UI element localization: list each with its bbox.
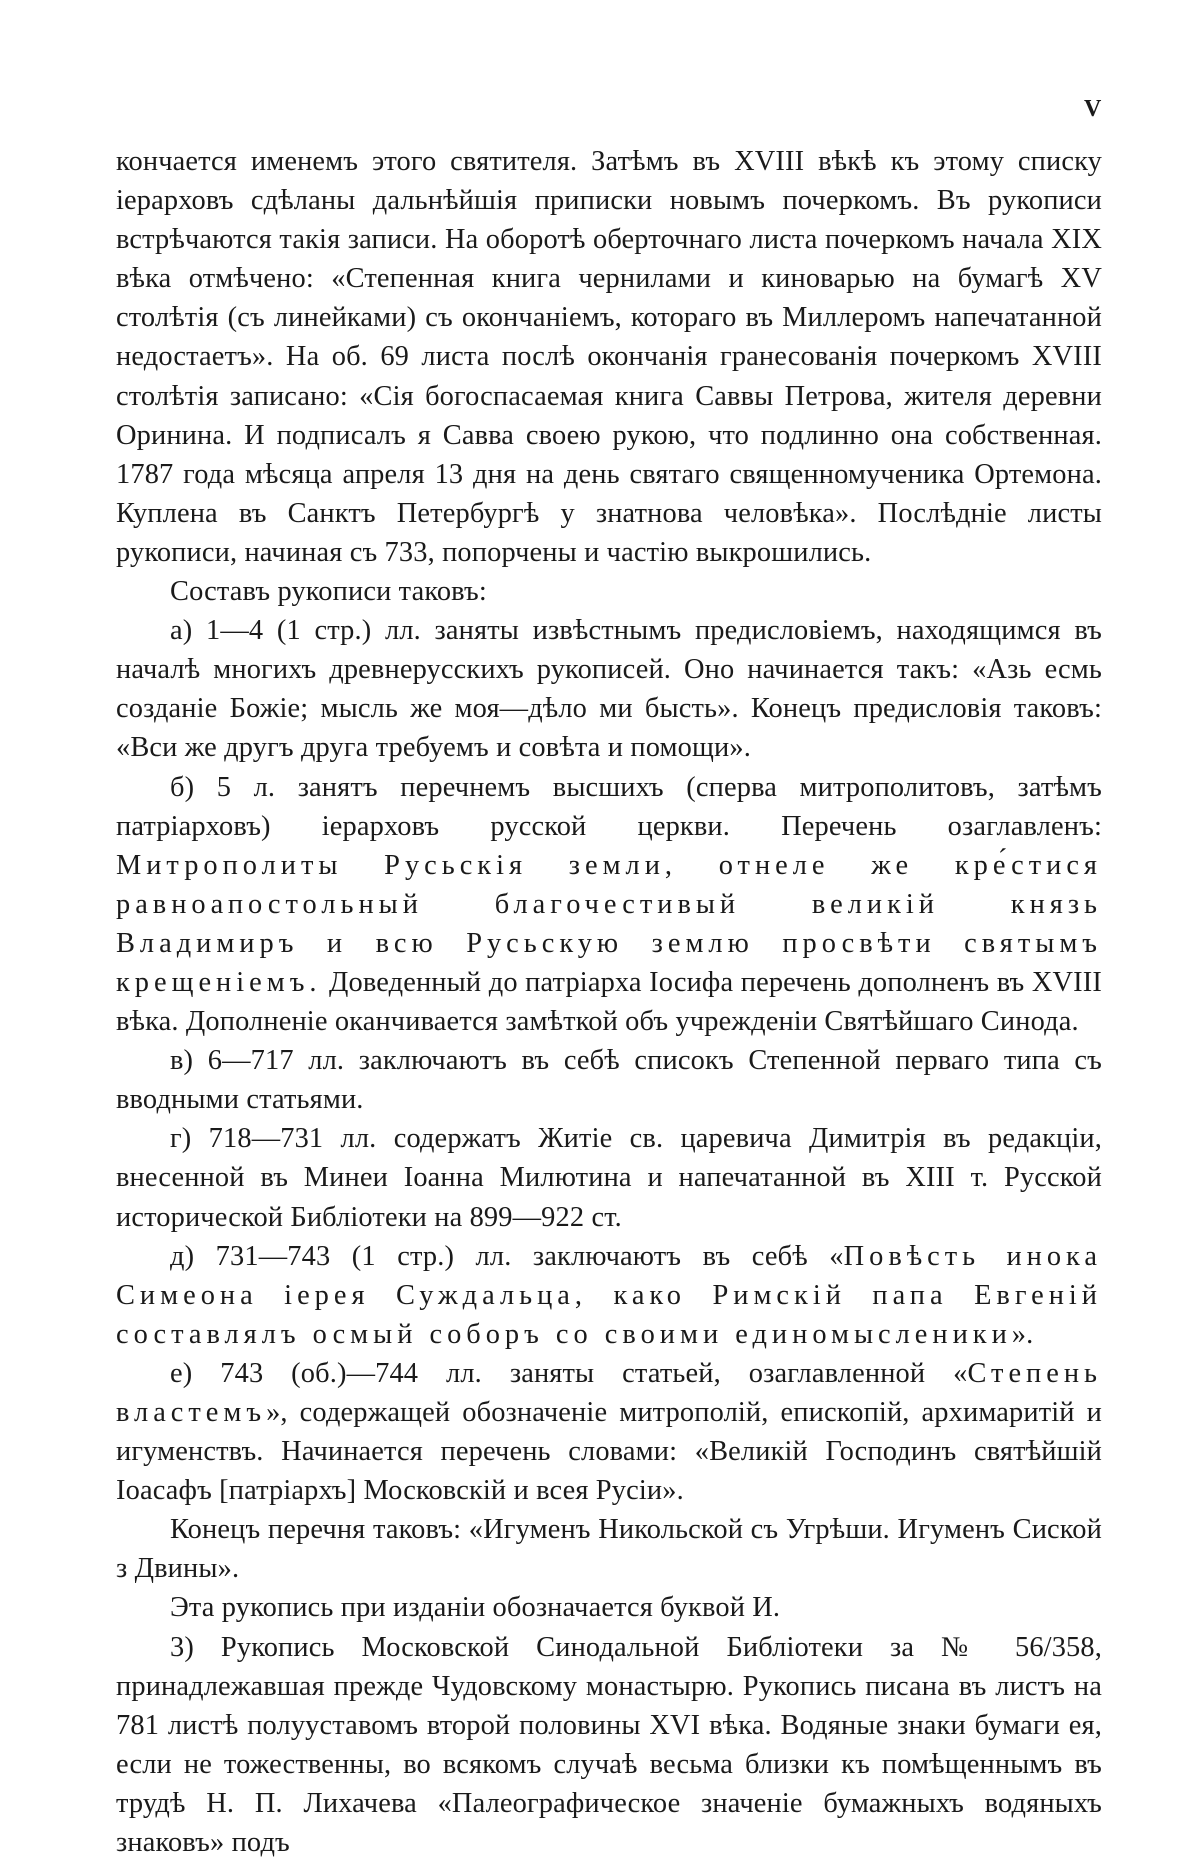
- paragraph-item-b-part-1: б) 5 л. занятъ перечнемъ высшихъ (сперва митрополитовъ, затѣмъ патріарховъ) іерарховъ русской церкви. Перечень озаглавленъ:: [116, 771, 1102, 842]
- paragraph-item-e-part-1: е) 743 (об.)—744 лл. заняты статьей, озаглавленной «: [170, 1357, 968, 1389]
- paragraph-composition-intro: Составъ рукописи таковъ:: [170, 576, 487, 608]
- paragraph-item-e-part-3: », содержащей обозначеніе митрополій, епископій, архимаритій и игуменствъ. Начинается перечень словами: «Великій Господинъ святѣйшій Іоасафъ [патріархъ] Московскій и всея Русіи».: [116, 1397, 1102, 1507]
- paragraph-manuscript-notes: кончается именемъ этого святителя. Затѣмъ въ XVIII вѣкѣ къ этому списку іерарховъ сдѣланы дальнѣйшія приписки новымъ почеркомъ. Въ рукописи встрѣчаются такія записи. На оборотѣ оберточнаго листа почеркомъ начала XIX вѣка отмѣчено: «Степенная книга чернилами и киноварью на бумагѣ XV столѣтія (съ линейками) съ окончаніемъ, котораго въ Миллеромъ напечатанной недостаетъ». На об. 69 листа послѣ окончанія гранесованія почеркомъ XVIII столѣтія записано: «Сія богоспасаемая книга Саввы Петрова, жителя деревни Оринина. И подписалъ я Савва своею рукою, что подлинно она собственная. 1787 года мѣсяца апреля 13 дня на день святаго священномученика Ортемона. Куплена въ Санктъ Петербургѣ у знатнова человѣка». Послѣдніе листы рукописи, начиная съ 733, попорчены и частію выкрошились.: [116, 146, 1102, 568]
- paragraph-item-b-title: Митрополиты Русьскія земли, отнеле же кре́стися равноапостольный благочестивый великій князь Владимиръ и всю Русьскую землю просвѣти святымъ крещеніемъ.: [116, 849, 1102, 998]
- paragraph-item-d-part-1: д) 731—743 (1 стр.) лл. заключаютъ въ себѣ «: [170, 1240, 844, 1272]
- paragraph-list-end: Конецъ перечня таковъ: «Игуменъ Никольской съ Угрѣши. Игуменъ Сиской з Двины».: [116, 1514, 1102, 1585]
- paragraph-item-d-part-3: ».: [1011, 1318, 1034, 1350]
- paragraph-item-b: [116, 768, 1102, 1042]
- body-text: [116, 142, 1102, 1862]
- paragraph-item-d-title: Повѣсть инока Симеона іерея Суждальца, како Римскій папа Евгеній составлялъ осмый соборъ со своими единомысленики: [116, 1240, 1102, 1350]
- page-number: V: [1084, 96, 1102, 122]
- paragraph-item-e-title: Степень властемъ: [116, 1357, 1102, 1428]
- paragraph-item-g: г) 718—731 лл. содержатъ Житіе св. царевича Димитрія въ редакціи, внесенной въ Минеи Іоанна Милютина и напечатанной въ XIII т. Русской исторической Библіотеки на 899—922 ст.: [116, 1123, 1102, 1233]
- paragraph-manuscript-3: 3) Рукопись Московской Синодальной Библіотеки за № 56/358, принадлежавшая прежде Чудовскому монастырю. Рукопись писана въ листъ на 781 листѣ полууставомъ второй половины XVI вѣка. Водяные знаки бумаги ея, если не тожественны, во всякомъ случаѣ весьма близки къ помѣщеннымъ въ трудѣ Н. П. Лихачева «Палеографическое значеніе бумажныхъ водяныхъ знаковъ» подъ: [116, 1631, 1102, 1859]
- paragraph-item-v: в) 6—717 лл. заключаютъ въ себѣ списокъ Степенной перваго типа съ вводными статьями.: [116, 1045, 1102, 1116]
- paragraph-item-d: [116, 1237, 1102, 1354]
- paragraph-item-b-part-3: Доведенный до патріарха Іосифа перечень дополненъ въ XVIII вѣка. Дополненіе оканчивается замѣткой объ учрежденіи Святѣйшаго Синода.: [116, 966, 1102, 1038]
- paragraph-designation: Эта рукопись при изданіи обозначается буквой И.: [170, 1592, 781, 1624]
- paragraph-item-e: [116, 1354, 1102, 1510]
- paragraph-item-a: а) 1—4 (1 стр.) лл. заняты извѣстнымъ предисловіемъ, находящимся въ началѣ многихъ древнерусскихъ рукописей. Оно начинается такъ: «Азь есмь созданіе Божіе; мысль же моя—дѣло ми бысть». Конецъ предисловія таковъ: «Вси же другъ друга требуемъ и совѣта и помощи».: [116, 615, 1102, 764]
